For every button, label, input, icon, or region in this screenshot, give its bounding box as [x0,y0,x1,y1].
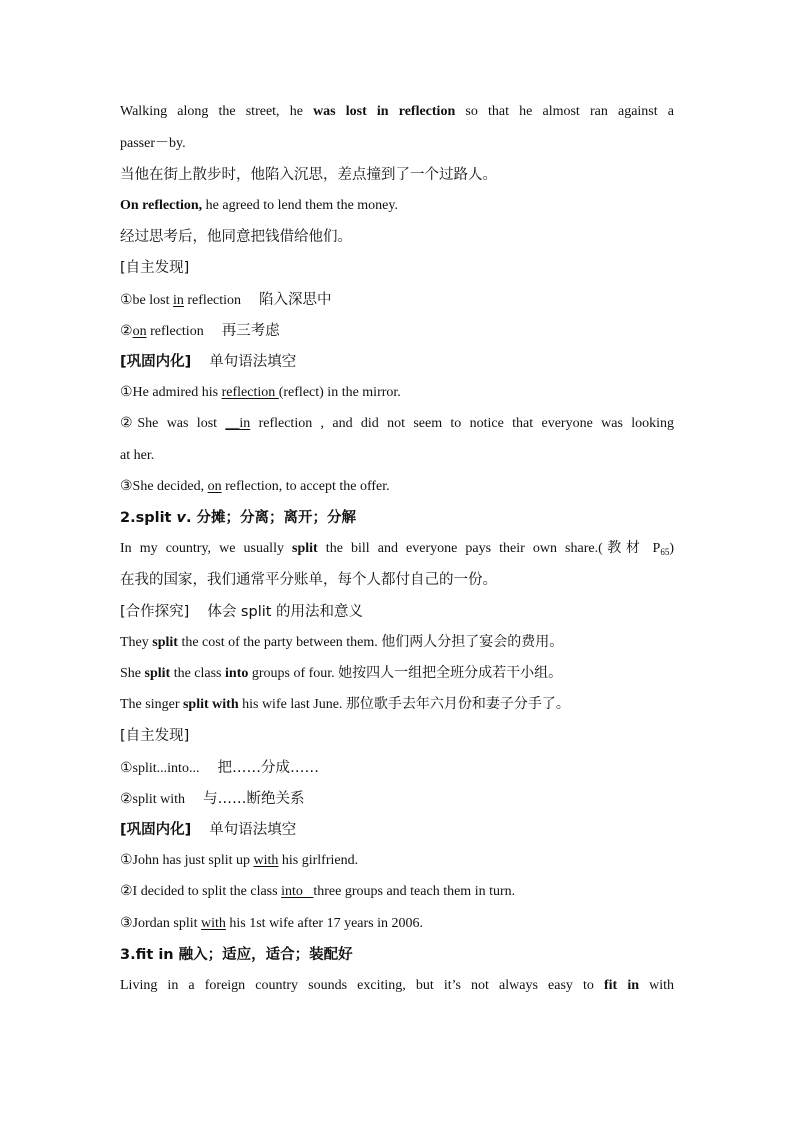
keyword: split [292,541,318,556]
example-sentence [120,102,674,122]
exercise-item [120,882,674,902]
text: She [120,666,145,681]
exercise-item [120,477,674,497]
section-label: [自主发现] [120,260,190,276]
keyword: was lost in reflection [313,104,456,119]
text: the bill and everyone pays their own share.(教材 P [317,541,661,556]
example-sentence [120,196,674,216]
text: They [120,635,153,650]
discovery-item [120,321,674,342]
example-sentence [120,976,674,996]
label: [巩固内化] [120,822,192,838]
translation: 陷入深思中 [259,292,332,308]
answer: on [132,324,147,339]
label: 单句语法填空 [209,822,297,838]
translation: 在我的国家，我们通常平分账单，每个人都付自己的一份。 [120,572,497,588]
keyword: split [152,635,178,650]
keyword: into [225,666,249,681]
text: ) [669,541,674,556]
text: ②I decided to split the class [120,884,282,899]
text: ③She decided, [120,479,208,494]
translation: 与……断绝关系 [203,791,305,807]
text: he agreed to lend them the money. [202,198,398,213]
text: Walking along the street, he [120,104,314,119]
translation: 经过思考后，他同意把钱借给他们。 [120,229,352,245]
example-sentence [120,539,674,562]
label: [巩固内化] [120,354,192,370]
label: 体会 split 的用法和意义 [207,604,364,620]
section-label: [自主发现] [120,728,190,744]
discovery-item [120,290,674,311]
discovery-item [120,789,674,810]
answer: into [281,884,314,899]
text: groups of four. 她按四人一组把全班分成若干小组。 [248,666,563,681]
text: In my country, we usually [120,541,293,556]
keyword: split with [182,697,239,712]
text: reflection , and did not seem to notice that everyone was looking [250,416,674,431]
text: ①John has just split up [120,853,254,868]
example-sentence-cont: passer－by. [120,136,186,151]
answer: reflection [221,385,279,400]
answer: __in [225,416,251,431]
answer: with [201,916,226,931]
section-label [120,352,674,372]
label: 单句语法填空 [209,354,297,370]
text: the class [170,666,226,681]
keyword: fit in [604,978,639,993]
exercise-item [120,383,674,403]
answer: on [207,479,222,494]
section-label [120,820,674,840]
discovery-item [120,758,674,779]
keyword: On reflection, [120,198,203,213]
text: reflection, to accept the offer. [221,479,390,494]
text: ②split with [120,792,186,807]
text: ②She was lost [120,416,226,431]
text: his girlfriend. [278,853,359,868]
text: ①split...into... [120,761,200,776]
exercise-item [120,851,674,871]
text: his wife last June. 那位歌手去年六月份和妻子分手了。 [238,697,570,712]
exercise-item-cont: at her. [120,448,155,463]
page-subscript: 65 [660,547,670,557]
text: his 1st wife after 17 years in 2006. [225,916,424,931]
text: ③Jordan split [120,916,201,931]
translation: 把……分成…… [217,760,319,776]
label: [合作探究] [120,604,190,620]
exercise-item [120,414,674,434]
answer: with [253,853,279,868]
text: reflection [183,293,242,308]
text: ①He admired his [120,385,222,400]
section-heading [120,945,674,965]
text: The singer [120,697,183,712]
heading-text: 融入；适应，适合；装配好 [173,947,353,963]
heading-text: 2.split [120,510,177,526]
text: ①be lost [120,293,173,308]
text: (reflect) in the mirror. [278,385,401,400]
text: so that he almost ran against a [455,104,674,119]
text: the cost of the party between them. 他们两人分担了宴会的费用。 [177,635,564,650]
translation: 再三考虑 [221,323,280,339]
example-sentence [120,695,674,715]
part-of-speech: v [176,510,186,526]
answer: in [173,293,184,308]
section-heading [120,508,674,528]
heading-text: . 分摊；分离；离开；分解 [185,510,357,526]
heading-text: 3.fit in [120,947,174,963]
text: ② [120,324,133,339]
text: reflection [146,324,204,339]
example-sentence [120,664,674,684]
example-sentence [120,633,674,653]
translation: 当他在街上散步时，他陷入沉思，差点撞到了一个过路人。 [120,167,497,183]
text: Living in a foreign country sounds exciting, but it’s not always easy to [120,978,604,993]
exercise-item [120,914,674,934]
text: with [639,978,674,993]
keyword: split [144,666,171,681]
text: three groups and teach them in turn. [313,884,516,899]
section-label [120,602,674,622]
